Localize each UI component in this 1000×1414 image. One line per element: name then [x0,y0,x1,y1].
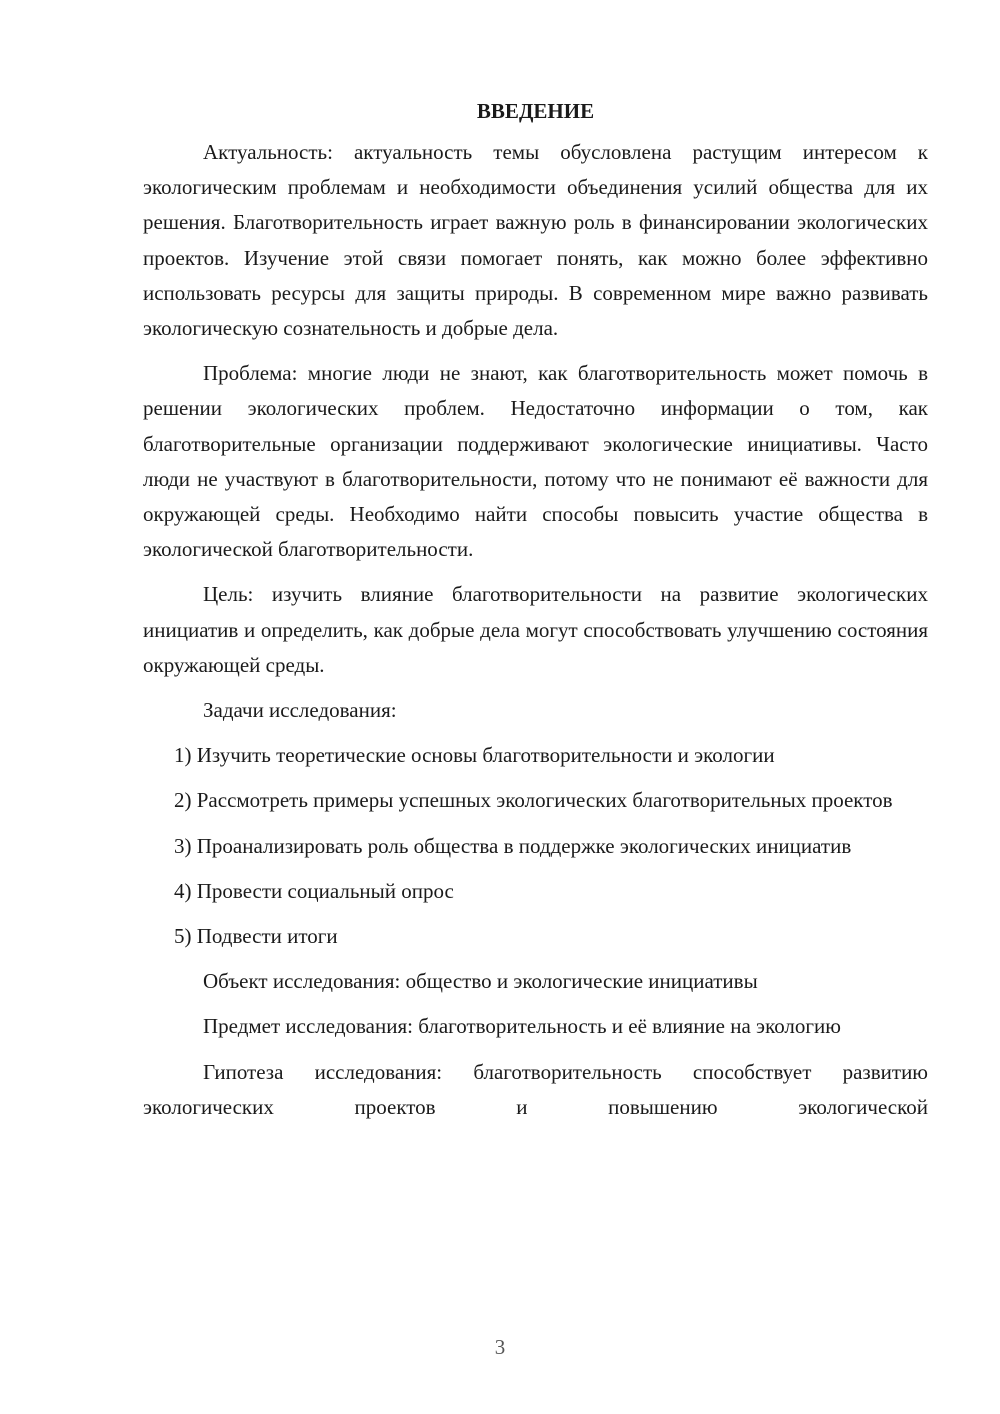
task-item: 5) Подвести итоги [174,924,338,949]
task-item: 2) Рассмотреть примеры успешных экологических благотворительных проектов [174,788,893,813]
subject-paragraph: Предмет исследования: благотворительность и её влияние на экологию [203,1014,841,1039]
document-page [143,96,928,1135]
tasks-heading: Задачи исследования: [203,698,397,723]
goal-paragraph: Цель: изучить влияние благотворительности на развитие экологических инициатив и определить, как добрые дела могут способствовать улучшению состояния окружающей среды. [143,582,928,677]
object-paragraph: Объект исследования: общество и экологические инициативы [203,969,758,994]
task-item: 3) Проанализировать роль общества в поддержке экологических инициатив [174,833,852,858]
problem-paragraph: Проблема: многие люди не знают, как благотворительность может помочь в решении экологических проблем. Недостаточно информации о том, как благотворительные организации поддерживают экологические инициативы. Часто люди не участвуют в благотворительности, потому что не понимают её важности для окружающей среды. Необходимо найти способы повысить участие общества в экологической благотворительности. [143,361,928,562]
hypothesis-paragraph: Гипотеза исследования: благотворительность способствует развитию экологических проектов и повышению экологической [143,1059,928,1119]
relevance-paragraph: Актуальность: актуальность темы обусловлена растущим интересом к экологическим проблемам и необходимости объединения усилий общества для их решения. Благотворительность играет важную роль в финансировании экологических проектов. Изучение этой связи помогает понять, как можно более эффективно использовать ресурсы для защиты природы. В современном мире важно развивать экологическую сознательность и добрые дела. [143,140,928,341]
page-number: 3 [494,1335,506,1359]
task-item: 4) Провести социальный опрос [174,878,454,903]
task-item: 1) Изучить теоретические основы благотворительности и экологии [174,743,775,768]
page-title: ВВЕДЕНИЕ [476,99,595,123]
